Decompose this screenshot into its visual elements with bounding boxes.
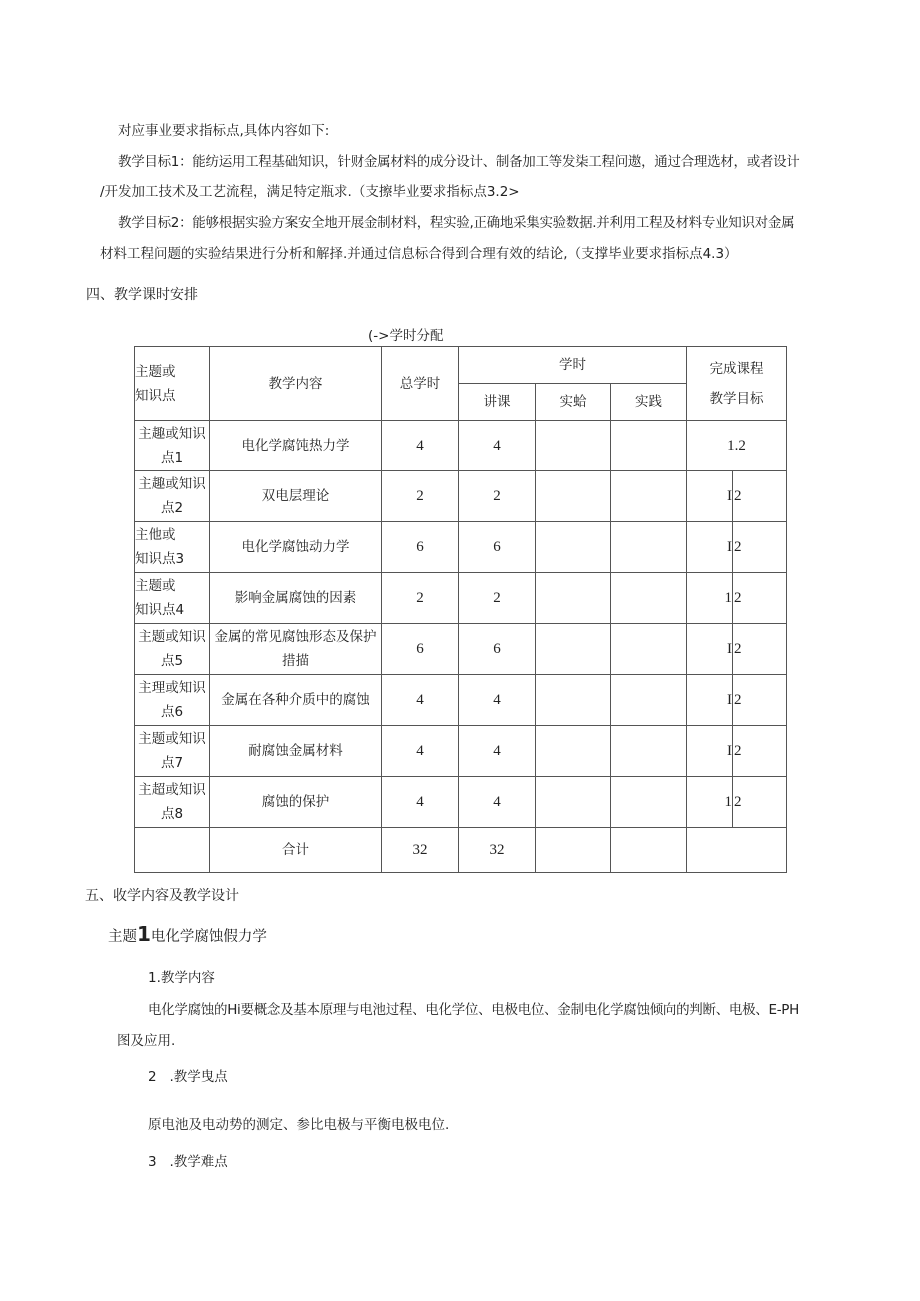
cell-divider	[732, 522, 733, 572]
lab-cell	[536, 726, 611, 777]
practice-cell	[611, 471, 687, 522]
lab-cell	[536, 777, 611, 828]
total-row	[135, 828, 787, 873]
header-practice: 实践	[611, 384, 687, 421]
item1-text: 电化学腐蚀的Hi要概念及基本原理与电池过程、电化学位、电极电位、金制电化学腐蚀倾向的判断、电极、E-PH	[148, 1002, 799, 1018]
table-row	[135, 421, 787, 471]
header-total: 总学时	[382, 347, 459, 421]
lab-cell	[536, 573, 611, 624]
practice-cell	[611, 726, 687, 777]
goal-cell	[687, 471, 787, 522]
goal-value: 1.2	[727, 437, 746, 454]
lecture-cell: 4	[459, 777, 536, 828]
cell-divider	[732, 573, 733, 623]
content-cell: 金属的常见腐蚀形态及保护 措描	[210, 624, 382, 675]
goal-value-b: 2	[734, 590, 742, 606]
item3-heading: 3 .教学难点	[148, 1154, 228, 1170]
goal-value-a: I	[727, 743, 732, 759]
item1-heading: 1.教学内容	[148, 970, 215, 986]
practice-cell	[611, 675, 687, 726]
header-goal: 完成课程 教学目标	[687, 347, 787, 421]
hours-table	[134, 346, 787, 873]
goal-value-b: 2	[734, 488, 742, 504]
goal-cell	[687, 573, 787, 624]
goal-cell	[687, 777, 787, 828]
lab-cell	[536, 522, 611, 573]
content-cell: 金属在各种介质中的腐蚀	[210, 675, 382, 726]
topic-cell: 主趣或知识 点1	[135, 421, 210, 471]
cell-divider	[732, 471, 733, 521]
total-lecture: 32	[459, 828, 536, 873]
lecture-cell: 2	[459, 471, 536, 522]
practice-cell	[611, 522, 687, 573]
practice-cell	[611, 573, 687, 624]
goal-value-a: I	[727, 641, 732, 657]
total-cell: 6	[382, 624, 459, 675]
table-row	[135, 726, 787, 777]
table-row	[135, 573, 787, 624]
content-cell: 双电层理论	[210, 471, 382, 522]
practice-cell	[611, 624, 687, 675]
lecture-cell: 4	[459, 726, 536, 777]
total-hours: 32	[382, 828, 459, 873]
content-cell: 电化学腐蚀动力学	[210, 522, 382, 573]
content-cell: 影响金属腐蚀的因素	[210, 573, 382, 624]
topic-cell: 主理或知识 点6	[135, 675, 210, 726]
lab-cell	[536, 471, 611, 522]
goal-value-b: 2	[734, 794, 742, 810]
item2-text: 原电池及电动势的测定、参比电极与平衡电极电位.	[148, 1117, 450, 1133]
practice-cell	[611, 777, 687, 828]
header-content: 教学内容	[210, 347, 382, 421]
topic-cell: 主超或知识 点8	[135, 777, 210, 828]
item1-text-cont: 图及应用.	[117, 1033, 176, 1049]
total-cell: 2	[382, 573, 459, 624]
section4-heading: 四、教学课时安排	[86, 287, 198, 303]
goal1-text-cont: /开发加工技术及工艺流程，满足特定瓶求.（支擦毕业要求指标点3.2>	[100, 184, 520, 200]
total-cell: 4	[382, 421, 459, 471]
table-row	[135, 675, 787, 726]
topic1-heading: 主题1电化学腐蚀假力学	[108, 922, 267, 946]
total-cell: 2	[382, 471, 459, 522]
cell-divider	[732, 777, 733, 827]
table-row	[135, 471, 787, 522]
topic-cell: 主题或知识 点7	[135, 726, 210, 777]
goal-cell	[687, 675, 787, 726]
goal-value-a: I	[727, 539, 732, 555]
table-row	[135, 624, 787, 675]
lecture-cell: 2	[459, 573, 536, 624]
lab-cell	[536, 675, 611, 726]
topic-cell: 主题或知识 点5	[135, 624, 210, 675]
goal-value-a: 1	[724, 794, 732, 810]
goal-value-b: 2	[734, 641, 742, 657]
goal-value-a: I	[727, 488, 732, 504]
goal-cell	[687, 624, 787, 675]
topic-cell: 主他或 知识点3	[135, 522, 210, 573]
topic-cell: 主趣或知识 点2	[135, 471, 210, 522]
lecture-cell: 4	[459, 675, 536, 726]
content-cell: 腐蚀的保护	[210, 777, 382, 828]
total-cell: 4	[382, 777, 459, 828]
header-lab: 实蛤	[536, 384, 611, 421]
goal-cell	[687, 522, 787, 573]
goal1-text: 教学目标1：能纺运用工程基础知识，针财金属材料的成分设计、制备加工等发柒工程问遨，通过合理选材，或者设计	[118, 154, 800, 170]
cell-divider	[732, 624, 733, 674]
goal-value-b: 2	[734, 692, 742, 708]
intro-text: 对应事业要求指标点,具体内容如下:	[118, 123, 330, 139]
lecture-cell: 4	[459, 421, 536, 471]
goal-value-b: 2	[734, 539, 742, 555]
total-cell: 4	[382, 726, 459, 777]
item2-heading: 2 .教学曳点	[148, 1069, 228, 1085]
lab-cell	[536, 421, 611, 471]
goal-value-a: 1	[724, 590, 732, 606]
lecture-cell: 6	[459, 624, 536, 675]
goal-cell	[687, 421, 787, 471]
total-cell: 4	[382, 675, 459, 726]
goal-value-b: 2	[734, 743, 742, 759]
content-cell: 电化学腐饨热力学	[210, 421, 382, 471]
total-cell: 6	[382, 522, 459, 573]
cell-divider	[732, 675, 733, 725]
cell-divider	[732, 726, 733, 776]
table-row	[135, 522, 787, 573]
header-hours: 学时	[459, 347, 687, 384]
header-lecture: 讲课	[459, 384, 536, 421]
header-topic: 主题或 知识点	[135, 347, 210, 421]
total-label: 合计	[210, 828, 382, 873]
lecture-cell: 6	[459, 522, 536, 573]
goal2-text: 教学目标2：能够根据实验方案安全地开展金制材料，程实验,正确地采集实验数据.并利用工程及材料专业知识对金属	[118, 215, 795, 231]
lab-cell	[536, 624, 611, 675]
section5-heading: 五、收学内容及教学设计	[85, 888, 239, 904]
goal-cell	[687, 726, 787, 777]
content-cell: 耐腐蚀金属材料	[210, 726, 382, 777]
topic-cell: 主题或 知识点4	[135, 573, 210, 624]
table-caption: (->学时分配	[368, 328, 444, 344]
goal-value-a: I	[727, 692, 732, 708]
table-row	[135, 777, 787, 828]
practice-cell	[611, 421, 687, 471]
goal2-text-cont: 材料工程问题的实验结果进行分析和解择.并通过信息标合得到合理有效的结论,（支撑毕业要求指标点4.3）	[100, 246, 738, 262]
